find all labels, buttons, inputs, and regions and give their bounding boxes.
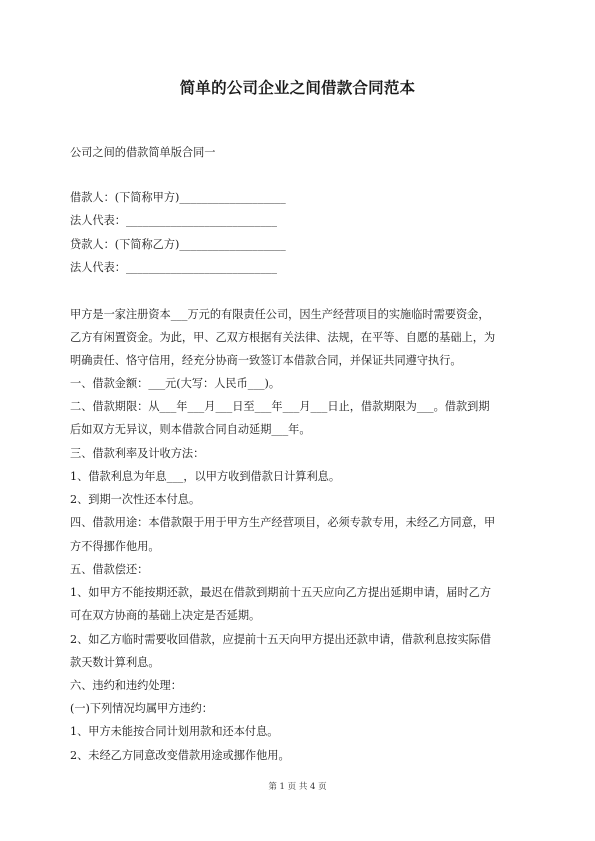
- paragraph-line: 二、借款期限：从___年___月___日至___年___月___日止，借款期限为___。借款到期: [70, 400, 490, 413]
- paragraph-line: 后如双方无异议，则本借款合同自动延期___年。: [70, 423, 311, 436]
- lender-field: 贷款人：(下简称乙方)___________________: [70, 238, 286, 251]
- borrower-field: 借款人：(下简称甲方)___________________: [70, 191, 286, 204]
- paragraph-line: 四、借款用途：本借款限于用于甲方生产经营项目，必须专款专用，未经乙方同意，甲: [70, 516, 496, 529]
- lender-legal-rep-field: 法人代表：___________________________: [70, 261, 277, 274]
- paragraph-line: 款天数计算利息。: [70, 656, 160, 669]
- paragraph-line: 五、借款偿还：: [70, 563, 149, 576]
- paragraph-line: 可在双方协商的基础上决定是否延期。: [70, 609, 261, 622]
- paragraph-line: 1、甲方未能按合同计划用款和还本付息。: [70, 725, 279, 738]
- paragraph-line: 六、违约和违约处理：: [70, 679, 182, 692]
- paragraph-line: 2、未经乙方同意改变借款用途或挪作他用。: [70, 749, 290, 762]
- paragraph-line: 方不得挪作他用。: [70, 540, 160, 553]
- paragraph-line: 明确责任、恪守信用，经充分协商一致签订本借款合同，并保证共同遵守执行。: [70, 354, 462, 367]
- paragraph-line: 1、借款利息为年息___，以甲方收到借款日计算利息。: [70, 470, 341, 483]
- paragraph-line: 乙方有闲置资金。为此，甲、乙双方根据有关法律、法规，在平等、自愿的基础上，为: [70, 331, 496, 344]
- paragraph-line: 2、到期一次性还本付息。: [70, 493, 201, 506]
- section-heading: 公司之间的借款简单版合同一: [70, 146, 216, 159]
- paragraph-line: 一、借款金额：___元(大写：人民币___)。: [70, 377, 281, 390]
- paragraph-line: 三、借款利率及计收方法：: [70, 447, 205, 460]
- paragraph-line: 2、如乙方临时需要收回借款，应提前十五天向甲方提出还款申请，借款利息按实际借: [70, 633, 492, 646]
- document-title: 简单的公司企业之间借款合同范本: [179, 79, 416, 97]
- paragraph-line: 1、如甲方不能按期还款，最迟在借款到期前十五天应向乙方提出延期申请，届时乙方: [70, 586, 492, 599]
- paragraph-line: (一)下列情况均属甲方违约：: [70, 702, 213, 715]
- borrower-legal-rep-field: 法人代表：___________________________: [70, 214, 277, 227]
- paragraph-line: 甲方是一家注册资本___万元的有限责任公司，因生产经营项目的实施临时需要资金，: [70, 308, 490, 321]
- page-number: 第 1 页 共 4 页: [268, 782, 327, 792]
